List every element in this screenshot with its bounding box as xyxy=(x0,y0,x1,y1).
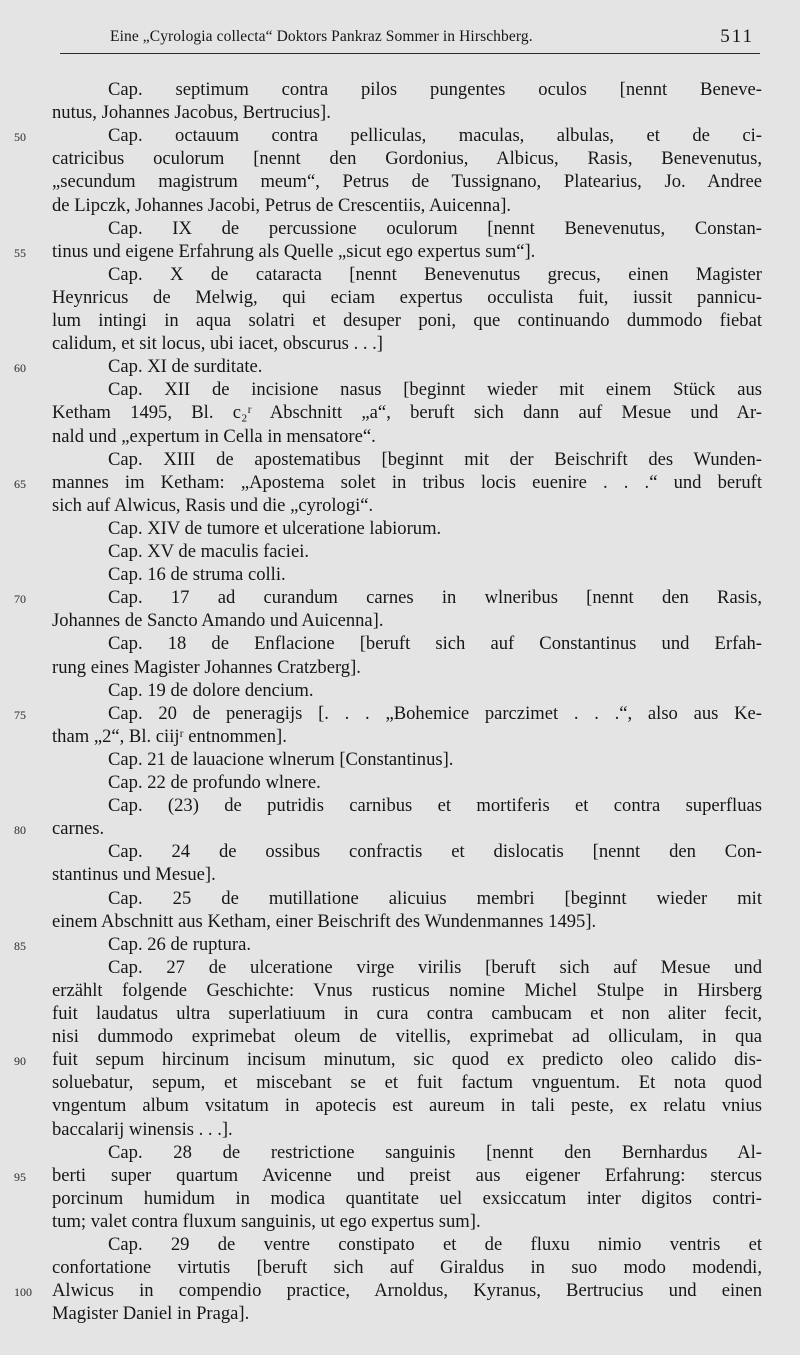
text-line: Cap. XII de incisione nasus [beginnt wieder mit einem Stück aus xyxy=(108,379,762,401)
text-line: Cap. 17 ad curandum carnes in wlneribus [nennt den Rasis, xyxy=(108,587,762,609)
header-rule xyxy=(60,53,760,54)
text-line: Johannes de Sancto Amando und Auicenna]. xyxy=(52,610,384,632)
text-line: catricibus oculorum [nennt den Gordonius, Albicus, Rasis, Benevenutus, xyxy=(52,148,762,170)
text-line: sich auf Alwicus, Rasis und die „cyrologi“. xyxy=(52,494,374,516)
line-number: 80 xyxy=(14,823,26,838)
text-line: Cap. 25 de mutillatione alicuius membri [beginnt wieder mit xyxy=(108,887,762,909)
line-number: 50 xyxy=(14,130,26,145)
text-line: Cap. XV de maculis faciei. xyxy=(108,541,310,562)
text-line: Cap. octauum contra pelliculas, maculas, albulas, et de ci- xyxy=(108,125,762,147)
page-number: 511 xyxy=(720,26,754,47)
line-number: 65 xyxy=(14,476,26,491)
line-number: 95 xyxy=(14,1169,26,1184)
text-line: nald und „expertum in Cella in mensatore“. xyxy=(52,425,376,447)
text-line: Heynricus de Melwig, qui eciam expertus occulista fuit, iussit pannicu- xyxy=(52,286,762,308)
text-line: Cap. 21 de lauacione wlnerum [Constantinus]. xyxy=(108,748,454,770)
text-line: fuit laudatus ultra superlatiuum in cura contra cambucam et non aliter fecit, xyxy=(52,1003,762,1024)
text-line: Cap. XIII de apostematibus [beginnt mit der Beischrift des Wunden- xyxy=(108,448,762,470)
text-line: Cap. 19 de dolore dencium. xyxy=(108,679,314,701)
text-line: vngentum album vsitatum in apotecis est aureum in tali peste, ex relatu vnius xyxy=(52,1095,762,1117)
text-line: rung eines Magister Johannes Cratzberg]. xyxy=(52,656,361,678)
text-line: einem Abschnitt aus Ketham, einer Beischrift des Wundenmannes 1495]. xyxy=(52,910,597,932)
text-line: Cap. 22 de profundo wlnere. xyxy=(108,772,321,793)
line-number: 75 xyxy=(14,707,26,722)
text-line: berti super quartum Avicenne und preist aus eigener Erfahrung: stercus xyxy=(52,1164,762,1186)
text-line: carnes. xyxy=(52,818,105,840)
text-line: fuit sepum hircinum incisum minutum, sic quod ex predicto oleo calido dis- xyxy=(52,1049,762,1071)
text-line: erzählt folgende Geschichte: Vnus rusticus nomine Michel Stulpe in Hirsberg xyxy=(52,979,762,1001)
line-number: 90 xyxy=(14,1054,26,1069)
text-line: „secundum magistrum meum“, Petrus de Tussignano, Platearius, Jo. Andree xyxy=(52,171,762,193)
text-line: soluebatur, sepum, et miscebant se et fuit factum vnguentum. Et nota quod xyxy=(52,1072,762,1094)
text-line: tinus und eigene Erfahrung als Quelle „sicut ego expertus sum“]. xyxy=(52,240,536,262)
running-title: Eine „Cyrologia collecta“ Doktors Pankraz Sommer in Hirschberg. xyxy=(110,28,533,45)
text-line: baccalarij winensis . . .]. xyxy=(52,1118,233,1140)
text-line: mannes im Ketham: „Apostema solet in tribus locis euenire . . .“ und beruft xyxy=(52,471,762,493)
text-line: Cap. 24 de ossibus confractis et dislocatis [nennt den Con- xyxy=(108,841,762,863)
text-line: nisi dummodo exprimebat oleum de vitellis, exprimebat ad olliculam, in qua xyxy=(52,1026,762,1048)
text-line: Cap. septimum contra pilos pungentes oculos [nennt Beneve- xyxy=(108,79,762,100)
text-line: Ketham 1495, Bl. c₂ʳ Abschnitt „a“, beruft sich dann auf Mesue und Ar- xyxy=(52,402,762,424)
text-line: Alwicus in compendio practice, Arnoldus, Kyranus, Bertrucius und einen xyxy=(52,1280,762,1302)
text-line: Cap. 28 de restrictione sanguinis [nennt den Bernhardus Al- xyxy=(108,1141,762,1163)
text-line: Cap. 16 de struma colli. xyxy=(108,564,286,586)
text-line: Cap. 27 de ulceratione virge virilis [beruft sich auf Mesue und xyxy=(108,956,762,978)
text-line: stantinus und Mesue]. xyxy=(52,864,216,886)
text-line: tum; valet contra fluxum sanguinis, ut ego expertus sum]. xyxy=(52,1210,481,1232)
text-line: porcinum humidum in modica quantitate uel exsiccatum inter digitos contri- xyxy=(52,1187,762,1209)
text-line: Cap. 20 de peneragijs [. . . „Bohemice parczimet . . .“, also aus Ke- xyxy=(108,702,762,724)
line-number: 60 xyxy=(14,361,26,376)
line-number: 85 xyxy=(14,938,26,953)
text-line: Cap. 29 de ventre constipato et de fluxu nimio ventris et xyxy=(108,1234,762,1255)
text-line: de Lipczk, Johannes Jacobi, Petrus de Crescentiis, Auicenna]. xyxy=(52,194,512,216)
text-line: Cap. 26 de ruptura. xyxy=(108,933,252,955)
line-number: 70 xyxy=(14,592,26,607)
text-line: Cap. (23) de putridis carnibus et mortiferis et contra superfluas xyxy=(108,795,762,817)
text-line: Cap. IX de percussione oculorum [nennt Benevenutus, Constan- xyxy=(108,217,762,239)
running-header xyxy=(60,22,760,54)
text-line: Cap. XI de surditate. xyxy=(108,356,263,378)
text-line: calidum, et sit locus, ubi iacet, obscurus . . .] xyxy=(52,333,384,355)
line-number: 55 xyxy=(14,245,26,260)
text-line: Cap. XIV de tumore et ulceratione labiorum. xyxy=(108,517,442,539)
text-line: Cap. X de cataracta [nennt Benevenutus grecus, einen Magister xyxy=(108,263,762,285)
line-number: 100 xyxy=(14,1285,32,1300)
text-line: nutus, Johannes Jacobus, Bertrucius]. xyxy=(52,102,331,124)
text-line: lum intingi in aqua solatri et desuper poni, que continuando dummodo fiebat xyxy=(52,310,762,331)
text-line: tham „2“, Bl. ciijʳ entnommen]. xyxy=(52,725,287,747)
text-line: confortatione virtutis [beruft sich auf Giraldus in suo modo modendi, xyxy=(52,1257,762,1279)
text-line: Cap. 18 de Enflacione [beruft sich auf Constantinus und Erfah- xyxy=(108,633,762,655)
text-line: Magister Daniel in Praga]. xyxy=(52,1303,250,1325)
